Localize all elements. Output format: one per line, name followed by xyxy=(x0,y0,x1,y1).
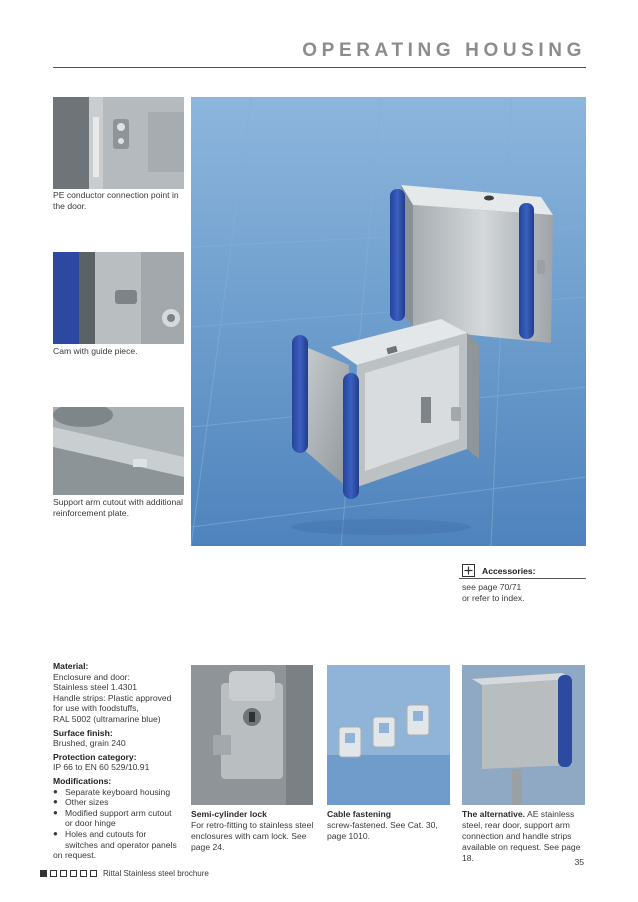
ae-alternative-caption xyxy=(462,809,586,864)
material-heading: Material: xyxy=(53,661,89,671)
hero-enclosures-photo xyxy=(191,97,586,546)
cable-fastening-caption xyxy=(327,809,453,842)
page-title: OPERATING HOUSING xyxy=(302,40,586,61)
material-line: Handle strips: Plastic approved for use with foodstuffs, xyxy=(53,692,172,714)
footer-square xyxy=(70,870,77,877)
footer-square xyxy=(50,870,57,877)
list-item: ● Separate keyboard housing xyxy=(53,787,181,798)
specifications-block xyxy=(53,661,181,861)
cable-fastening-photo xyxy=(327,665,450,805)
footer-square-filled xyxy=(40,870,47,877)
modifications-heading: Modifications: xyxy=(53,775,112,786)
accessories-text-1: see page 70/71 xyxy=(462,582,522,592)
ae-alternative-text: AE stainless steel, rear door, support arm connection and handle strips available on request. See page 18. xyxy=(462,809,581,863)
accessories-title: Accessories: xyxy=(482,566,536,576)
footer-text: Rittal Stainless steel brochure xyxy=(103,869,209,878)
surface-value: Brushed, grain 240 xyxy=(53,738,126,749)
protection-value: IP 66 to EN 60 529/10.91 xyxy=(53,762,150,773)
accessories-rule xyxy=(459,578,586,579)
material-line: Enclosure and door: xyxy=(53,671,130,682)
list-item: ● Modified support arm cutout or door hinge xyxy=(53,808,181,829)
protection-heading: Protection category: xyxy=(53,751,137,762)
cable-fastening-text: screw-fastened. See Cat. 30, page 1010. xyxy=(327,820,438,841)
pe-connection-caption: PE conductor connection point in the door. xyxy=(53,190,179,211)
semi-cylinder-lock-text: For retro-fitting to stainless steel enclosures with cam lock. See page 24. xyxy=(191,820,314,852)
footer-square xyxy=(90,870,97,877)
footer-square xyxy=(60,870,67,877)
surface-heading: Surface finish: xyxy=(53,727,113,738)
material-line: Stainless steel 1.4301 xyxy=(53,682,138,693)
accessories-text-2: or refer to index. xyxy=(462,593,525,603)
accessories-plus-icon xyxy=(462,564,475,577)
cam-guide-caption: Cam with guide piece. xyxy=(53,346,138,356)
page-number: 35 xyxy=(574,857,584,867)
semi-cylinder-lock-title: Semi-cylinder lock xyxy=(191,809,267,819)
modifications-list xyxy=(53,787,181,851)
material-line: RAL 5002 (ultramarine blue) xyxy=(53,713,161,724)
semi-cylinder-lock-photo xyxy=(191,665,313,805)
header-rule xyxy=(53,67,586,68)
ae-alternative-title: The alternative. xyxy=(462,809,526,819)
support-arm-caption: Support arm cutout with additional reinforcement plate. xyxy=(53,497,183,518)
footer xyxy=(40,869,209,878)
ae-alternative-photo xyxy=(462,665,585,805)
cam-guide-photo xyxy=(53,252,184,344)
modifications-tail: on request. xyxy=(53,850,96,861)
semi-cylinder-lock-caption xyxy=(191,809,323,853)
list-item: ● Other sizes xyxy=(53,797,181,808)
support-arm-photo xyxy=(53,407,184,495)
cable-fastening-title: Cable fastening xyxy=(327,809,391,819)
pe-connection-photo xyxy=(53,97,184,189)
list-item: ● Holes and cutouts for switches and operator panels xyxy=(53,829,181,850)
footer-square xyxy=(80,870,87,877)
